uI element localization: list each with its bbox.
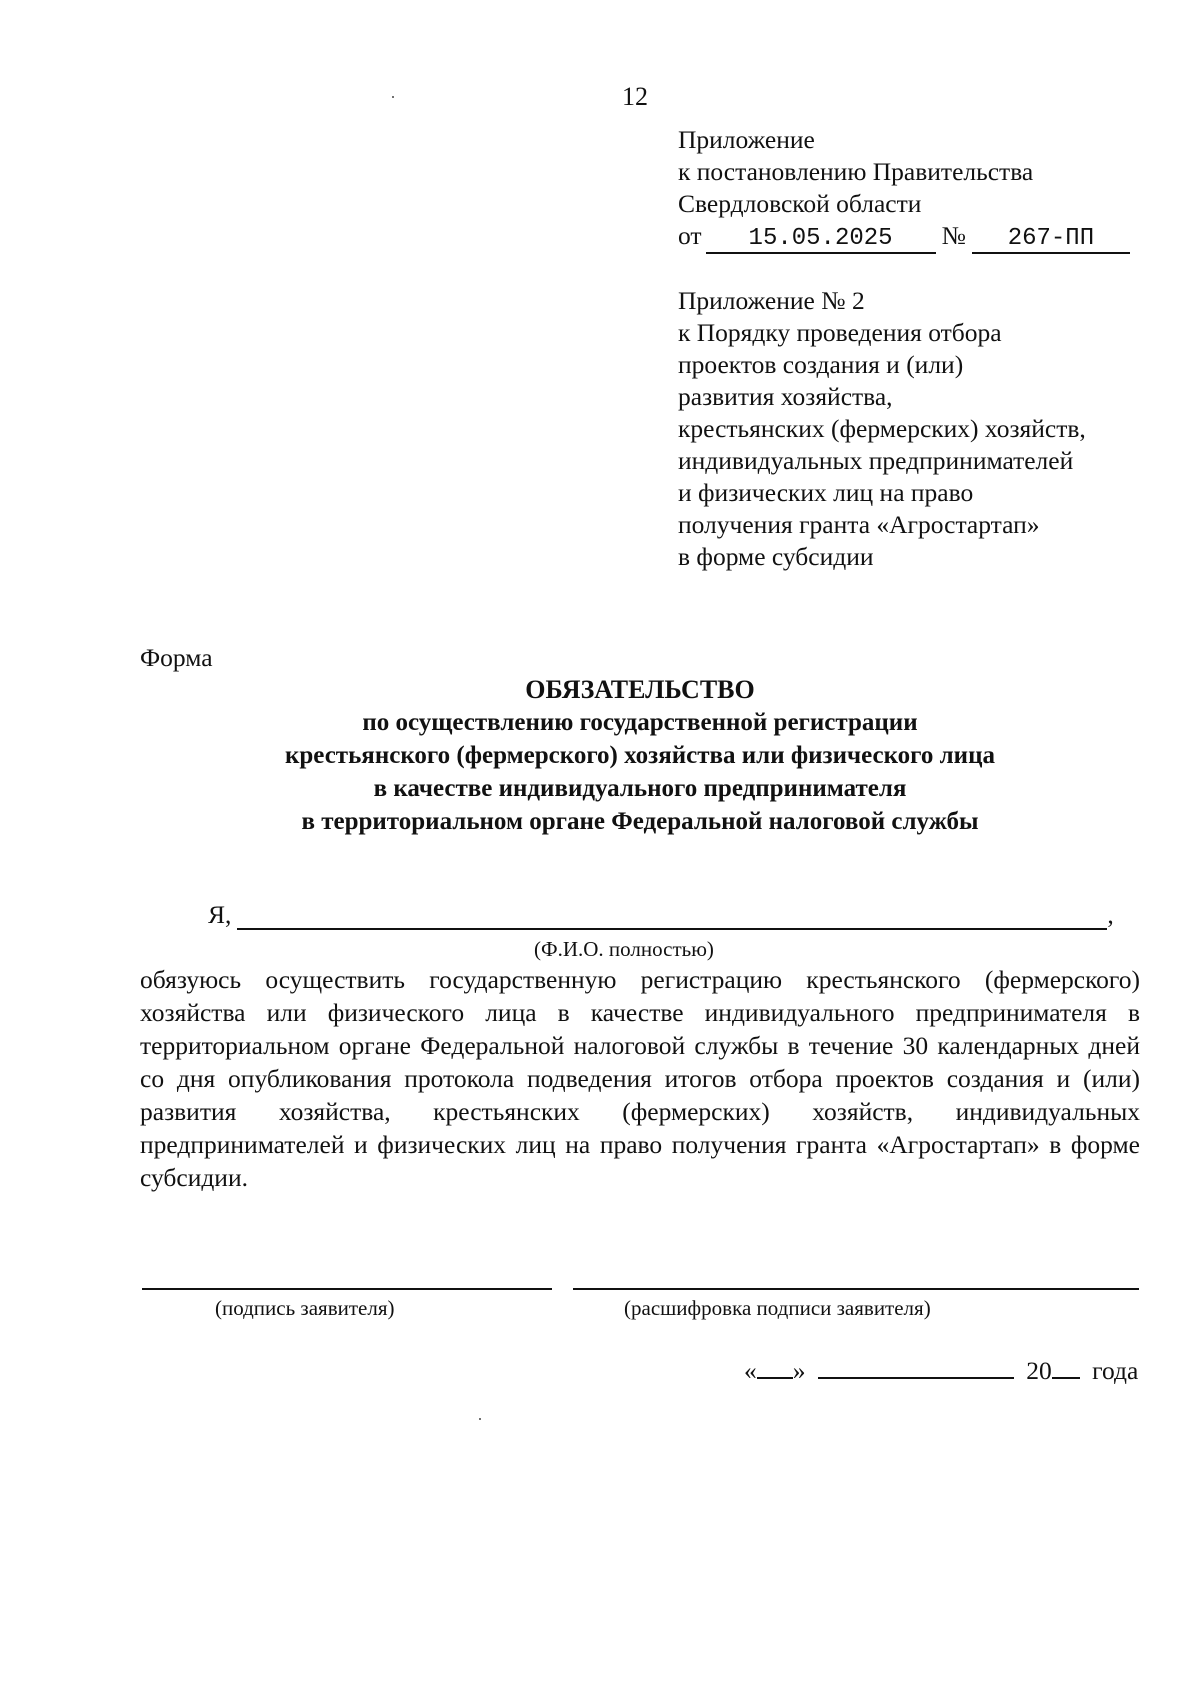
order-appendix-line: и физических лиц на право [678,478,974,507]
applicant-name-field[interactable] [237,900,1107,930]
scan-speck [479,1418,481,1420]
page-number: 12 [622,82,648,111]
title-line: в качестве индивидуального предпринимателя [373,775,907,802]
date-close-quote: » [792,1356,806,1385]
decree-appendix-ref: к постановлению Правительства [678,157,1034,186]
title-line: по осуществлению государственной регистрации [362,709,918,736]
order-appendix [678,285,1086,573]
signature-field[interactable] [142,1288,552,1290]
title-main: ОБЯЗАТЕЛЬСТВО [525,675,755,704]
order-appendix-line: в форме субсидии [678,542,874,571]
signature-caption: (подпись заявителя) [215,1296,395,1320]
signature-decode-caption: (расшифровка подписи заявителя) [624,1296,931,1320]
scan-speck [392,96,394,98]
decree-appendix [678,124,1130,254]
decree-appendix-title: Приложение [678,125,815,154]
year-field[interactable] [1052,1355,1080,1379]
order-appendix-line: индивидуальных предпринимателей [678,446,1074,475]
obligation-text: обязуюсь осуществить государственную регистрацию крестьянского (фермерского) хозяйства или физического лица в качестве индивидуального предпринимателя в территориальном органе Федеральной налоговой службы в течение 30 календарных дней со дня опубликования протокола подведения итогов отбора проектов создания и (или) развития хозяйства, крестьянских (фермерских) хозяйств, индивидуальных предпринимателей и физических лиц на право получения гранта «Агростартап» в форме субсидии. [140,965,1140,1192]
applicant-suffix: , [1107,900,1114,929]
order-appendix-line: развития хозяйства, [678,382,893,411]
order-appendix-line: проектов создания и (или) [678,350,964,379]
order-appendix-line: к Порядку проведения отбора [678,318,1002,347]
applicant-row [208,900,1114,930]
title-line: в территориальном органе Федеральной налоговой службы [301,808,979,835]
month-field[interactable] [818,1355,1014,1379]
decree-date-number-row [678,220,1130,254]
date-open-quote: « [744,1356,757,1385]
day-field[interactable] [757,1355,793,1379]
form-label: Форма [140,643,213,672]
signature-decode-field[interactable] [573,1288,1139,1290]
number-prefix: № [941,221,966,250]
order-appendix-line: получения гранта «Агростартап» [678,510,1040,539]
fio-caption: (Ф.И.О. полностью) [534,937,714,961]
decree-appendix-region: Свердловской области [678,189,922,218]
year-suffix: года [1092,1356,1139,1385]
date-row [744,1355,1138,1386]
title-line: крестьянского (фермерского) хозяйства или физического лица [284,742,995,769]
order-appendix-line: крестьянских (фермерских) хозяйств, [678,414,1086,443]
order-appendix-line: Приложение № 2 [678,286,865,315]
applicant-prefix: Я, [208,900,232,929]
document-title [140,673,1140,838]
date-prefix: от [678,221,702,250]
decree-date: 15.05.2025 [706,226,936,254]
decree-number: 267-ПП [972,226,1130,254]
year-prefix: 20 [1026,1356,1052,1385]
